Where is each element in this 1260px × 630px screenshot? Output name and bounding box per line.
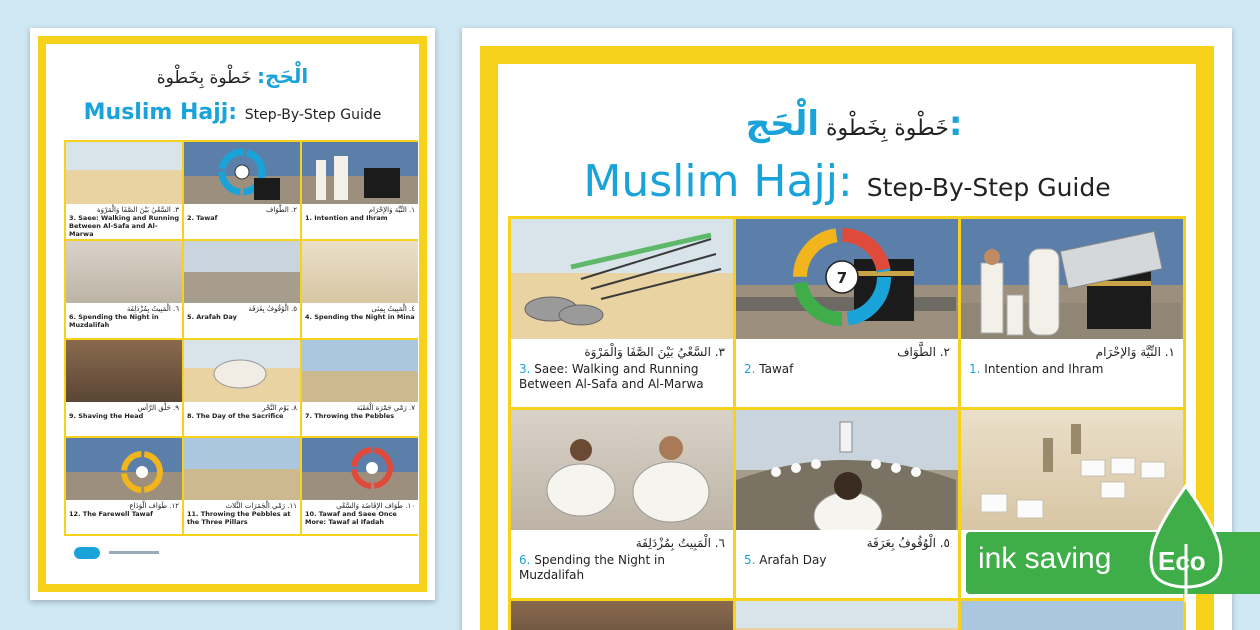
farewell-tawaf-illustration bbox=[66, 438, 182, 500]
step-caption-english: 11. Throwing the Pebbles at the Three Pillars bbox=[187, 509, 291, 526]
shaving-illustration bbox=[66, 340, 182, 402]
sacrifice-illustration bbox=[184, 340, 300, 402]
step-number: 5. bbox=[744, 553, 756, 567]
step-caption-arabic: ٤. الْمَبِيتُ بِمِنَى bbox=[371, 305, 415, 314]
step-caption-arabic: ٥. الْوُقُوفُ بِعَرَفَة bbox=[248, 305, 297, 314]
step-caption-english: 4. Spending the Night in Mina bbox=[305, 313, 415, 322]
step-caption-english: 8. The Day of the Sacrifice bbox=[187, 411, 284, 420]
step-number: 3. bbox=[519, 362, 531, 376]
step-caption-english-text: Intention and Ihram bbox=[984, 362, 1104, 376]
step-caption-english: 9. Shaving the Head bbox=[69, 411, 144, 420]
eco-badge-label: Eco bbox=[1158, 546, 1206, 576]
arafah-illustration bbox=[184, 241, 300, 303]
pebbles-illustration bbox=[302, 340, 418, 402]
ihram-illustration bbox=[961, 219, 1183, 339]
step-caption-english: 12. The Farewell Tawaf bbox=[69, 509, 153, 518]
preview-step-cell bbox=[961, 601, 1183, 630]
step-number: 1. bbox=[969, 362, 981, 376]
preview-title-arabic-main: الْحَج: bbox=[745, 104, 963, 144]
poster-thumbnail-frame bbox=[38, 36, 427, 592]
preview-step-cell bbox=[736, 601, 958, 630]
thumbnail-step-cell bbox=[302, 340, 418, 436]
step-caption-english: 10. Tawaf and Saee Once More: Tawaf al Ifadah bbox=[305, 509, 397, 526]
step-caption-english: 7. Throwing the Pebbles bbox=[305, 411, 395, 420]
arafah-illustration bbox=[736, 410, 958, 530]
thumbnail-step-cell bbox=[66, 438, 182, 534]
thumbnail-step-cell bbox=[184, 340, 300, 436]
preview-title-arabic bbox=[462, 104, 1232, 144]
step-caption-arabic: ٨. يَوْم النَّحْر bbox=[262, 403, 297, 412]
preview-title-english-main: Muslim Hajj: bbox=[583, 156, 853, 207]
shaving-illustration bbox=[511, 601, 733, 630]
eco-badge-text: ink saving bbox=[978, 542, 1112, 575]
tawaf-count-label: 7 bbox=[836, 269, 848, 287]
tawaf-illustration bbox=[736, 219, 958, 339]
preview-step-cell bbox=[961, 219, 1183, 407]
step-caption-arabic: ٦. الْمَبِيتُ بِمُزْدَلِفَة bbox=[635, 536, 725, 550]
preview-step-cell bbox=[736, 410, 958, 598]
step-caption-english-text: Spending the Night in Muzdalifah bbox=[519, 553, 665, 582]
step-caption-arabic: ١١. رَمْي الْجَمَرَات الثَّلاث bbox=[225, 501, 297, 510]
step-caption-arabic: ١٠. طَوَاف الإفَاضَة وَالسَّعْي bbox=[336, 501, 415, 510]
step-caption-arabic: ٣. السَّعْيُ بَيْنَ الصَّفَا وَالْمَرْوَة bbox=[96, 206, 179, 214]
step-caption-english bbox=[511, 359, 733, 395]
thumbnail-title-arabic-main: الْحَج: bbox=[257, 64, 309, 88]
thumbnail-title-english-main: Muslim Hajj: bbox=[83, 100, 238, 125]
step-caption-arabic: ٩. حَلْق الرَّأس bbox=[137, 403, 179, 412]
step-caption-english: 2. Tawaf bbox=[187, 214, 218, 222]
step-caption-arabic: ٣. السَّعْيُ بَيْنَ الصَّفَا وَالْمَرْوَة bbox=[584, 345, 725, 359]
muzdalifah-illustration bbox=[66, 241, 182, 303]
preview-title-arabic-sub: خَطْوة بِخَطْوة bbox=[826, 116, 949, 141]
step-caption-arabic: ١٢. طَوَاف الْوَدَاع bbox=[129, 501, 179, 510]
thumbnail-step-cell bbox=[184, 142, 300, 239]
preview-title-english-sub: Step-By-Step Guide bbox=[866, 173, 1111, 202]
tawaf-illustration bbox=[184, 142, 300, 204]
footer-url-line bbox=[109, 551, 159, 554]
thumbnail-step-cell bbox=[66, 241, 182, 337]
thumbnail-step-cell bbox=[66, 340, 182, 436]
thumbnail-step-cell bbox=[302, 241, 418, 337]
pebbles-illustration bbox=[961, 601, 1183, 630]
thumbnail-step-cell bbox=[302, 142, 418, 239]
thumbnail-title-arabic bbox=[46, 64, 419, 88]
thumbnail-step-cell bbox=[184, 241, 300, 337]
step-caption-arabic: ٥. الْوُقُوفُ بِعَرَفَة bbox=[866, 536, 950, 550]
thumbnail-title-english-sub: Step-By-Step Guide bbox=[244, 107, 382, 123]
thumbnail-step-cell bbox=[184, 438, 300, 534]
step-number: 2. bbox=[744, 362, 756, 376]
preview-step-cell bbox=[511, 410, 733, 598]
step-caption-english bbox=[736, 550, 958, 571]
poster-thumbnail[interactable] bbox=[30, 28, 435, 600]
step-caption-arabic: ٧. رَمْي جَمْرَة الْعَقَبَة bbox=[356, 403, 415, 412]
step-caption-english: 6. Spending the Night in Muzdalifah bbox=[69, 313, 159, 330]
three-pillars-illustration bbox=[184, 438, 300, 500]
preview-step-cell bbox=[736, 219, 958, 407]
step-caption-english-text: Saee: Walking and Running Between Al-Safa and Al-Marwa bbox=[519, 362, 704, 391]
saee-illustration bbox=[66, 142, 182, 204]
step-caption-english-text: Arafah Day bbox=[759, 553, 827, 567]
step-caption-arabic: ٢. الطَّوَاف bbox=[266, 206, 297, 214]
tawaf-ifadah-illustration bbox=[302, 438, 418, 500]
mina-illustration bbox=[302, 241, 418, 303]
thumbnail-step-cell bbox=[302, 438, 418, 534]
step-caption-english-text: Tawaf bbox=[759, 362, 794, 376]
saee-illustration bbox=[511, 219, 733, 339]
thumbnail-footer bbox=[74, 542, 164, 556]
step-caption-english bbox=[736, 359, 958, 380]
preview-title-english bbox=[462, 156, 1232, 207]
step-caption-english bbox=[961, 359, 1183, 380]
publisher-logo-icon bbox=[74, 547, 100, 559]
preview-step-cell bbox=[511, 601, 733, 630]
step-caption-arabic: ١. النِّيَّة وَالإحْرَام bbox=[1095, 345, 1175, 359]
step-caption-english: 1. Intention and Ihram bbox=[305, 214, 388, 222]
leaf-icon bbox=[1145, 484, 1227, 604]
step-caption-arabic: ١. النِّيَّة وَالإحْرَام bbox=[368, 206, 415, 214]
muzdalifah-illustration bbox=[511, 410, 733, 530]
step-number: 6. bbox=[519, 553, 531, 567]
step-caption-arabic: ٦. الْمَبِيتُ بِمُزْدَلِفَة bbox=[126, 305, 179, 314]
step-caption-english: 5. Arafah Day bbox=[187, 313, 237, 322]
thumbnail-step-cell bbox=[66, 142, 182, 239]
ihram-illustration bbox=[302, 142, 418, 204]
thumbnail-title-arabic-sub: خَطْوة بِخَطْوة bbox=[156, 68, 252, 88]
thumbnail-step-grid bbox=[64, 140, 418, 536]
preview-step-cell bbox=[511, 219, 733, 407]
thumbnail-title-english bbox=[46, 100, 419, 125]
step-caption-english: 3. Saee: Walking and Running Between Al-Safa and Al-Marwa bbox=[69, 214, 179, 238]
step-caption-english bbox=[511, 550, 733, 586]
step-caption-arabic: ٢. الطَّوَاف bbox=[897, 345, 950, 359]
sacrifice-illustration bbox=[736, 601, 958, 630]
